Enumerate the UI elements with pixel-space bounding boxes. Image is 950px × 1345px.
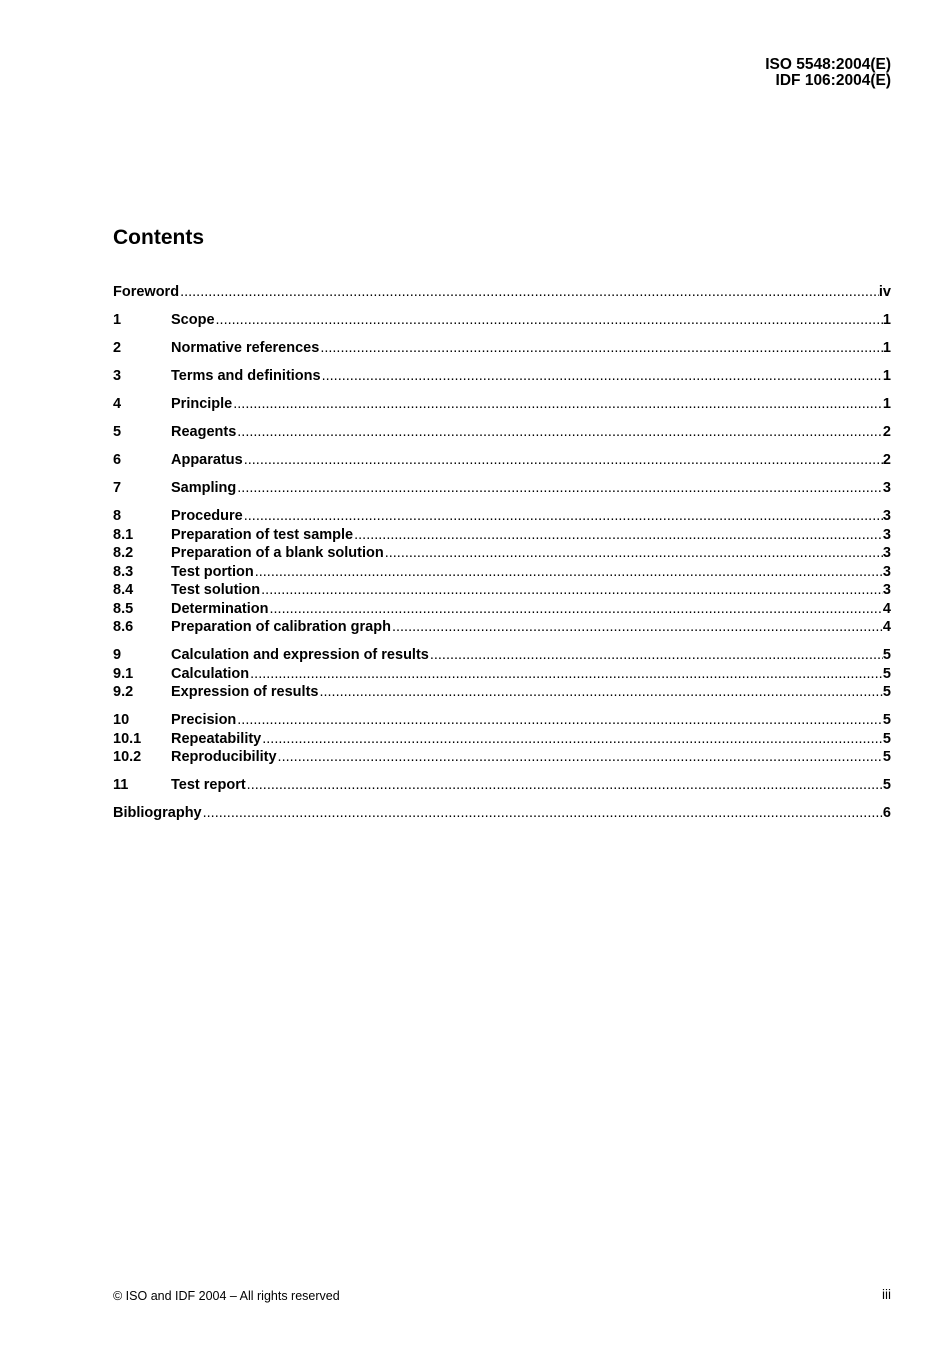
toc-entry[interactable] <box>113 582 891 601</box>
toc-entry-label: Scope <box>171 312 215 328</box>
toc-entry[interactable] <box>113 284 891 303</box>
toc-entry-number: 7 <box>113 480 122 496</box>
toc-entry-page: 5 <box>882 730 891 747</box>
toc-dot-leader <box>391 619 883 635</box>
toc-entry-number: 4 <box>113 396 122 412</box>
toc-entry-label: Terms and definitions <box>171 368 321 384</box>
toc-entry[interactable] <box>113 312 891 331</box>
toc-entry-label: Test solution <box>171 582 261 598</box>
footer-copyright: © ISO and IDF 2004 – All rights reserved <box>113 1289 340 1303</box>
toc-entry-number: 10.1 <box>113 730 142 747</box>
toc-entry[interactable] <box>113 368 891 387</box>
toc-entry-page: 5 <box>882 712 891 728</box>
toc-entry-label: Normative references <box>171 340 320 356</box>
toc-entry-page: 5 <box>882 665 891 682</box>
toc-dot-leader <box>236 424 883 440</box>
toc-entry-label: Apparatus <box>171 452 243 468</box>
toc-entry-label: Preparation of a blank solution <box>171 545 384 561</box>
toc-entry-label: Precision <box>171 712 237 728</box>
toc-entry-number: 10.2 <box>113 749 142 765</box>
toc-entry-label: Bibliography <box>113 805 202 821</box>
toc-entry[interactable] <box>113 424 891 443</box>
toc-entry[interactable] <box>113 396 891 415</box>
toc-entry-page: 5 <box>882 749 891 765</box>
toc-entry-page: 5 <box>882 777 891 793</box>
toc-entry-label: Preparation of calibration graph <box>171 619 391 635</box>
toc-dot-leader <box>321 368 883 384</box>
toc-entry-label: Foreword <box>113 284 180 300</box>
toc-entry-number: 10 <box>113 712 130 728</box>
toc-dot-leader <box>353 527 883 543</box>
standard-number-iso: ISO 5548:2004(E) <box>765 56 891 73</box>
toc-entry-page: 1 <box>882 312 891 328</box>
toc-entry-page: 3 <box>882 545 891 561</box>
toc-entry-label: Expression of results <box>171 684 319 700</box>
toc-dot-leader <box>179 284 879 300</box>
toc-entry-page: 6 <box>882 805 891 821</box>
toc-entry[interactable] <box>113 340 891 359</box>
toc-dot-leader <box>232 396 883 412</box>
toc-entry[interactable] <box>113 647 891 666</box>
toc-entry-number: 8.2 <box>113 545 134 561</box>
toc-entry-label: Calculation and expression of results <box>171 647 429 663</box>
toc-entry-page: 1 <box>882 396 891 412</box>
toc-entry-number: 9.2 <box>113 684 134 700</box>
toc-dot-leader <box>254 564 883 580</box>
toc-entry-number: 8.4 <box>113 582 134 598</box>
toc-entry-page: iv <box>878 284 891 300</box>
page-title: Contents <box>113 226 204 249</box>
toc-entry-number: 8.1 <box>113 526 134 543</box>
toc-dot-leader <box>202 805 883 821</box>
toc-entry-page: 3 <box>882 582 891 598</box>
document-header <box>765 57 891 89</box>
toc-entry-label: Principle <box>171 396 233 412</box>
toc-entry-label: Test portion <box>171 563 254 580</box>
toc-entry-number: 6 <box>113 452 122 468</box>
toc-entry[interactable] <box>113 666 891 685</box>
toc-entry[interactable] <box>113 712 891 731</box>
toc-entry-label: Calculation <box>171 665 250 682</box>
toc-dot-leader <box>260 582 883 598</box>
toc-entry-page: 3 <box>882 526 891 543</box>
toc-dot-leader <box>249 666 883 682</box>
toc-entry-label: Procedure <box>171 508 243 524</box>
toc-entry-page: 3 <box>882 563 891 580</box>
toc-entry-page: 3 <box>882 480 891 496</box>
toc-dot-leader <box>384 545 883 561</box>
toc-entry-label: Sampling <box>171 480 237 496</box>
toc-entry-page: 2 <box>882 452 891 468</box>
toc-dot-leader <box>243 452 883 468</box>
toc-entry-page: 3 <box>882 508 891 524</box>
toc-entry[interactable] <box>113 508 891 527</box>
footer-page-number: iii <box>882 1287 891 1302</box>
toc-entry-number: 8 <box>113 508 122 524</box>
toc-entry[interactable] <box>113 480 891 499</box>
toc-entry-number: 1 <box>113 312 122 328</box>
toc-dot-leader <box>319 340 883 356</box>
toc-entry-page: 5 <box>882 684 891 700</box>
toc-entry-label: Repeatability <box>171 730 262 747</box>
toc-dot-leader <box>429 647 883 663</box>
toc-entry[interactable] <box>113 452 891 471</box>
toc-entry[interactable] <box>113 749 891 768</box>
toc-entry-label: Reagents <box>171 424 237 440</box>
toc-entry-number: 3 <box>113 368 122 384</box>
toc-dot-leader <box>246 777 883 793</box>
toc-entry[interactable] <box>113 619 891 638</box>
toc-entry[interactable] <box>113 564 891 583</box>
toc-entry[interactable] <box>113 545 891 564</box>
toc-entry-number: 8.5 <box>113 600 134 617</box>
standard-number-idf: IDF 106:2004(E) <box>775 72 891 89</box>
toc-dot-leader <box>318 684 882 700</box>
toc-entry-number: 11 <box>113 777 129 793</box>
table-of-contents <box>113 284 891 824</box>
toc-entry[interactable] <box>113 777 891 796</box>
toc-entry[interactable] <box>113 527 891 546</box>
toc-entry-label: Preparation of test sample <box>171 526 354 543</box>
toc-entry[interactable] <box>113 601 891 620</box>
toc-dot-leader <box>236 480 883 496</box>
toc-dot-leader <box>261 731 883 747</box>
toc-entry-number: 9 <box>113 647 122 663</box>
toc-dot-leader <box>269 601 883 617</box>
toc-dot-leader <box>236 712 883 728</box>
toc-dot-leader <box>243 508 883 524</box>
toc-entry-page: 1 <box>882 340 891 356</box>
toc-entry-page: 4 <box>882 619 891 635</box>
toc-dot-leader <box>277 749 883 765</box>
toc-entry[interactable] <box>113 684 891 703</box>
toc-entry-label: Determination <box>171 600 269 617</box>
toc-entry-label: Test report <box>171 777 246 793</box>
toc-entry[interactable] <box>113 731 891 750</box>
toc-entry-number: 9.1 <box>113 665 134 682</box>
toc-entry-number: 5 <box>113 424 122 440</box>
toc-entry-page: 2 <box>882 424 891 440</box>
toc-entry[interactable] <box>113 805 891 824</box>
toc-entry-page: 4 <box>882 600 891 617</box>
toc-entry-label: Reproducibility <box>171 749 277 765</box>
toc-entry-page: 1 <box>882 368 891 384</box>
toc-entry-page: 5 <box>882 647 891 663</box>
toc-entry-number: 8.3 <box>113 563 134 580</box>
toc-entry-number: 8.6 <box>113 619 134 635</box>
toc-dot-leader <box>215 312 883 328</box>
toc-entry-number: 2 <box>113 340 122 356</box>
